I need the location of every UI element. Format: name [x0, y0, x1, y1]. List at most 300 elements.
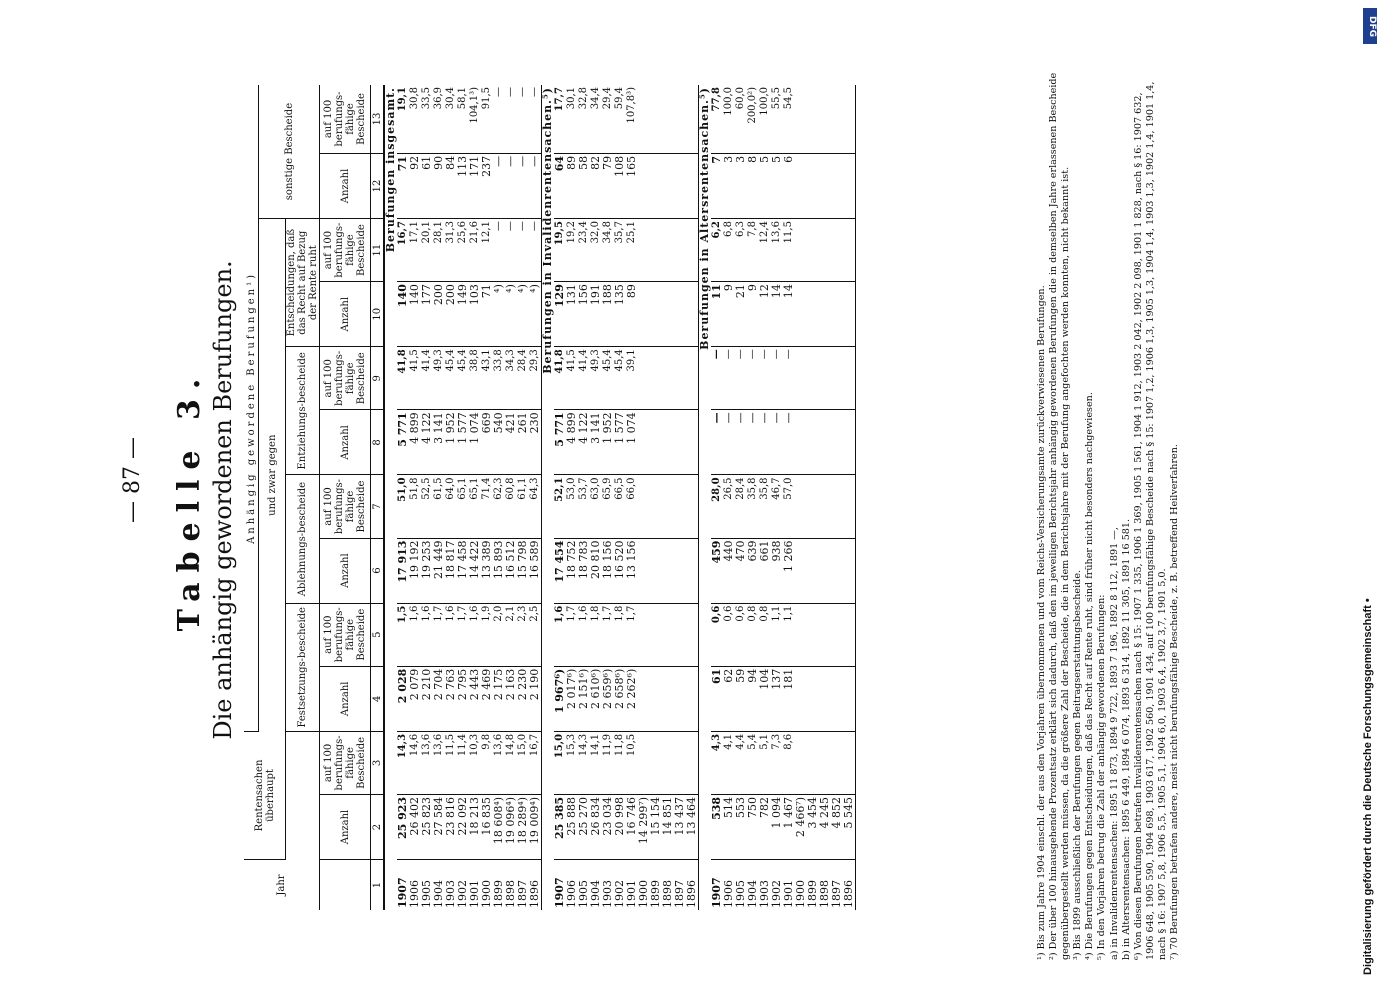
table-cell: 3 — [735, 153, 747, 218]
table-row — [626, 85, 638, 910]
table-cell: 59 — [735, 666, 747, 731]
table-cell: 22 092 — [457, 794, 469, 859]
table-subtitle: Die anhängig gewordenen Berufungen. — [209, 260, 237, 740]
table-cell: 25 270 — [578, 794, 590, 859]
table-cell: 38,8 — [469, 347, 481, 410]
table-row — [831, 85, 843, 910]
column-number: 9 — [371, 347, 385, 410]
column-number: 6 — [371, 538, 385, 603]
table-cell: 25 888 — [566, 794, 578, 859]
year-cell: 1904 — [589, 880, 602, 908]
table-cell: — — [711, 410, 723, 475]
table-cell: 79 — [602, 153, 614, 218]
column-number: 1 — [371, 860, 385, 910]
table-cell — [843, 603, 856, 666]
table-cell — [674, 538, 686, 603]
table-cell: — — [771, 410, 783, 475]
table-cell: 16,7 — [529, 731, 542, 794]
year-cell: 1901 — [625, 880, 638, 908]
table-cell: 55,5 — [771, 85, 783, 153]
table-cell: 6,8 — [723, 219, 735, 282]
table-cell: 6,2 — [711, 219, 723, 282]
table-row — [397, 85, 409, 910]
table-cell — [638, 410, 650, 475]
table-cell: 17 454 — [554, 538, 566, 603]
table-cell: 45,4 — [602, 347, 614, 410]
table-cell — [795, 731, 807, 794]
table-cell: 135 — [614, 282, 626, 347]
table-cell: 1,7 — [433, 603, 445, 666]
table-cell — [662, 153, 674, 218]
table-cell: 35,8 — [747, 475, 759, 538]
table-cell: 14,6 — [409, 731, 421, 794]
table-cell: — — [783, 410, 795, 475]
table-cell: 28,0 — [711, 475, 723, 538]
table-cell: 58,1 — [457, 85, 469, 153]
table-cell: 23 034 — [602, 794, 614, 859]
year-cell: 1897 — [516, 880, 529, 908]
table-cell: 2 163 — [505, 666, 517, 731]
table-cell: 18 213 — [469, 794, 481, 859]
footnote: a) in Invalidenrentensachen: 1895 11 873, 1894 9 722, 1893 7 196, 1892 8 112, 1891 —, — [1108, 527, 1120, 960]
table-cell — [819, 666, 831, 731]
table-cell: 2 704 — [433, 666, 445, 731]
table-cell: 31,3 — [445, 219, 457, 282]
table-cell: 15,0 — [517, 731, 529, 794]
table-cell — [843, 282, 856, 347]
table-cell: 46,7 — [771, 475, 783, 538]
year-cell: 1905 — [420, 880, 433, 908]
table-cell: 52,1 — [554, 475, 566, 538]
footnote: ⁷) 70 Berufungen betrafen andere, meist nicht berufungsfähige Bescheide, z. B. betreffend Heilverfahren. — [1169, 444, 1181, 960]
table-row — [807, 85, 819, 910]
table-cell: 750 — [747, 794, 759, 859]
table-cell: 51,0 — [397, 475, 409, 538]
table-cell — [831, 347, 843, 410]
table-cell — [638, 85, 650, 153]
table-cell: — — [493, 153, 505, 218]
table-cell: 1 952 — [602, 410, 614, 475]
table-cell: 15,3 — [566, 731, 578, 794]
table-cell: 41,8 — [554, 347, 566, 410]
table-cell — [674, 153, 686, 218]
table-cell — [819, 347, 831, 410]
table-cell: 94 — [747, 666, 759, 731]
table-cell: 2 262⁶) — [626, 666, 638, 731]
table-cell: 25 385 — [554, 794, 566, 859]
table-cell: 21 — [735, 282, 747, 347]
table-cell: 2 466⁷) — [795, 794, 807, 859]
header-rentensachen-spacer — [286, 731, 320, 859]
table-cell — [650, 219, 662, 282]
table-cell: 71 — [481, 282, 493, 347]
table-cell: 61 — [711, 666, 723, 731]
table-row — [686, 85, 699, 910]
year-cell: 1896 — [843, 860, 856, 910]
table-cell — [795, 538, 807, 603]
table-cell — [831, 153, 843, 218]
table-cell — [819, 538, 831, 603]
footnote: ²) Der über 100 hinausgehende Prozentsatz erklärt sich dadurch, daß den im jeweiligen Berichtsjahr anhängig gewordenen Berufungen die in demselben Jahre erlassenen Bescheide gegenübergestellt werden müssen, da die größere Zahl der Bescheide, die in dem Berichtsjahre mit der Berufung angefochten werden konnten, nicht bekannt ist. — [1048, 72, 1072, 960]
header-auf100: auf 100 berufungs-fähige Bescheide — [320, 603, 371, 666]
table-cell: 1 577 — [614, 410, 626, 475]
table-cell: 2 079 — [409, 666, 421, 731]
table-cell: 1,1 — [783, 603, 795, 666]
table-cell: 7,3 — [771, 731, 783, 794]
table-cell: 103 — [469, 282, 481, 347]
table-row — [566, 85, 578, 910]
table-cell — [831, 603, 843, 666]
table-cell: 15 798 — [517, 538, 529, 603]
table-cell — [674, 603, 686, 666]
table-cell: 4 852 — [831, 794, 843, 859]
table-cell: 23 816 — [445, 794, 457, 859]
table-cell: — — [711, 347, 723, 410]
table-cell: 782 — [759, 794, 771, 859]
table-cell: 181 — [783, 666, 795, 731]
table-cell: 77,8 — [711, 85, 723, 153]
table-cell: 165 — [626, 153, 638, 218]
table-cell: 470 — [735, 538, 747, 603]
table-cell — [662, 475, 674, 538]
table-cell: 7,8 — [747, 219, 759, 282]
table-cell: 1 266 — [783, 538, 795, 603]
table-cell: 45,4 — [457, 347, 469, 410]
year-cell: 1907 — [396, 877, 409, 908]
table-cell: 261 — [517, 410, 529, 475]
table-cell: 20 810 — [590, 538, 602, 603]
table-cell — [807, 282, 819, 347]
table-cell: 1 467 — [783, 794, 795, 859]
table-cell: 13 156 — [626, 538, 638, 603]
table-cell: — — [517, 153, 529, 218]
table-cell: 13,6 — [493, 731, 505, 794]
table-cell: 421 — [505, 410, 517, 475]
table-cell: 1,9 — [481, 603, 493, 666]
table-cell — [638, 282, 650, 347]
table-cell: — — [493, 219, 505, 282]
table-cell: 538 — [711, 794, 723, 859]
table-cell: 14,1 — [590, 731, 602, 794]
footnote: ⁵) In den Vorjahren betrug die Zahl der anhängig gewordenen Berufungen: — [1096, 594, 1108, 960]
table-cell: 21 449 — [433, 538, 445, 603]
table-cell: 171 — [469, 153, 481, 218]
table-cell: 84 — [445, 153, 457, 218]
table-row — [469, 85, 481, 910]
table-cell — [819, 410, 831, 475]
table-cell: 191 — [590, 282, 602, 347]
table-cell: 3 — [723, 153, 735, 218]
table-cell: 28,4 — [735, 475, 747, 538]
table-cell: 1,7 — [457, 603, 469, 666]
table-cell: 53,0 — [566, 475, 578, 538]
table-cell: — — [735, 347, 747, 410]
header-und-zwar: und zwar gegen — [259, 219, 286, 732]
table-cell: — — [735, 410, 747, 475]
table-cell: 27 584 — [433, 794, 445, 859]
table-cell: 107,8³) — [626, 85, 638, 153]
header-anzahl: Anzahl — [320, 794, 371, 859]
table-cell: 6,3 — [735, 219, 747, 282]
table-cell: 26 834 — [590, 794, 602, 859]
table-cell: 1,6 — [409, 603, 421, 666]
table-cell — [843, 666, 856, 731]
year-cell: 1902 — [770, 880, 783, 908]
table-cell: 65,1 — [469, 475, 481, 538]
table-cell: 34,4 — [590, 85, 602, 153]
table-cell: 1,7 — [566, 603, 578, 666]
table-cell: 16 589 — [529, 538, 542, 603]
table-cell — [686, 603, 699, 666]
table-cell: 5,4 — [747, 731, 759, 794]
column-number: 13 — [371, 85, 385, 153]
table-row — [759, 85, 771, 910]
table-cell: 2 175 — [493, 666, 505, 731]
table-cell: 13 464 — [686, 794, 699, 859]
year-cell: 1898 — [661, 880, 674, 908]
table-cell: — — [517, 219, 529, 282]
year-cell: 1906 — [565, 880, 578, 908]
table-cell — [674, 731, 686, 794]
table-cell — [686, 85, 699, 153]
header-auf100: auf 100 berufungs-fähige Bescheide — [320, 731, 371, 794]
table-row — [795, 85, 807, 910]
table-cell: 14 299⁷) — [638, 794, 650, 859]
table-cell: 1,6 — [445, 603, 457, 666]
header-jahr-spacer — [320, 860, 371, 910]
table-cell: 41,5 — [566, 347, 578, 410]
table-cell — [819, 219, 831, 282]
header-anzahl: Anzahl — [320, 666, 371, 731]
table-cell: 4,3 — [711, 731, 723, 794]
table-cell — [819, 475, 831, 538]
table-cell — [662, 219, 674, 282]
table-row — [421, 85, 433, 910]
table-cell — [807, 603, 819, 666]
table-cell: 17 913 — [397, 538, 409, 603]
table-cell — [795, 475, 807, 538]
table-cell — [831, 282, 843, 347]
table-cell: 938 — [771, 538, 783, 603]
year-cell: 1897 — [673, 880, 686, 908]
table-cell: 200 — [433, 282, 445, 347]
table-header — [244, 85, 384, 910]
table-cell — [686, 666, 699, 731]
table-cell — [795, 153, 807, 218]
table-cell: 36,9 — [433, 85, 445, 153]
table-cell: 2 028 — [397, 666, 409, 731]
table-cell: 41,4 — [578, 347, 590, 410]
footnote: ⁴) Die Berufungen gegen Entscheidungen, daß das Recht auf Rente ruht, sind früher nicht besonders nachgewiesen. — [1084, 392, 1096, 960]
year-cell: 1903 — [758, 880, 771, 908]
table-cell — [819, 85, 831, 153]
table-cell: 11,4 — [457, 731, 469, 794]
table-cell — [686, 475, 699, 538]
column-number: 3 — [371, 731, 385, 794]
table-cell — [831, 219, 843, 282]
table-row — [602, 85, 614, 910]
table-cell: 3 141 — [433, 410, 445, 475]
column-number: 2 — [371, 794, 385, 859]
table-cell: 57,0 — [783, 475, 795, 538]
table-cell: 62 — [723, 666, 735, 731]
table-row — [493, 85, 505, 910]
header-rentensachen: Rentensachen überhaupt — [244, 731, 286, 859]
table-cell — [638, 666, 650, 731]
table-cell — [674, 475, 686, 538]
header-auf100: auf 100 berufungs-fähige Bescheide — [320, 219, 371, 282]
table-cell: — — [529, 219, 542, 282]
table-cell: 59,4 — [614, 85, 626, 153]
table-cell — [662, 603, 674, 666]
table-cell: 1 074 — [469, 410, 481, 475]
table-cell: 1,8 — [614, 603, 626, 666]
table-cell: 26 402 — [409, 794, 421, 859]
header-auf100: auf 100 berufungs-fähige Bescheide — [320, 347, 371, 410]
table-row — [505, 85, 517, 910]
section-title: Berufungen insgesamt. — [384, 87, 397, 253]
table-cell: 4 899 — [566, 410, 578, 475]
table-row — [614, 85, 626, 910]
table-cell — [662, 85, 674, 153]
table-row — [783, 85, 795, 910]
table-cell: 19 192 — [409, 538, 421, 603]
table-cell: 34,8 — [602, 219, 614, 282]
table-cell — [650, 666, 662, 731]
table-cell — [819, 282, 831, 347]
table-cell: 1,8 — [590, 603, 602, 666]
table-cell: 14 — [783, 282, 795, 347]
statistics-table-wrapper — [244, 85, 1034, 910]
dfg-logo-text: DFG — [1367, 16, 1377, 38]
table-cell: 6 — [783, 153, 795, 218]
table-cell: 2 210 — [421, 666, 433, 731]
footnote: b) in Altersrentensachen: 1895 6 449, 1894 6 074, 1893 6 314, 1892 11 305, 1891 16 581. — [1120, 518, 1132, 960]
table-cell: 11,8 — [614, 731, 626, 794]
table-cell — [831, 85, 843, 153]
table-row — [819, 85, 831, 910]
table-cell: ⁴) — [529, 282, 542, 347]
table-cell — [650, 731, 662, 794]
table-cell: — — [747, 347, 759, 410]
table-cell: 1,6 — [421, 603, 433, 666]
header-jahr: Jahr — [244, 860, 320, 910]
table-cell: — — [517, 85, 529, 153]
table-cell: 18 783 — [578, 538, 590, 603]
year-cell: 1905 — [734, 880, 747, 908]
table-cell: 16 520 — [614, 538, 626, 603]
year-cell: 1902 — [613, 880, 626, 908]
table-cell: 12,4 — [759, 219, 771, 282]
table-cell: 63,0 — [590, 475, 602, 538]
column-number: 8 — [371, 410, 385, 475]
table-cell — [662, 347, 674, 410]
header-sonstige: sonstige Bescheide — [259, 85, 320, 219]
table-cell: 4 899 — [409, 410, 421, 475]
table-cell: 1,6 — [554, 603, 566, 666]
table-cell: 10,3 — [469, 731, 481, 794]
table-cell: 5 545 — [843, 794, 856, 859]
table-cell: 2,0 — [493, 603, 505, 666]
table-row — [445, 85, 457, 910]
table-cell: 19,5 — [554, 219, 566, 282]
table-cell: 17 458 — [457, 538, 469, 603]
table-cell — [686, 219, 699, 282]
table-cell — [819, 153, 831, 218]
table-cell: 20,1 — [421, 219, 433, 282]
table-cell — [807, 85, 819, 153]
table-cell: 20 998 — [614, 794, 626, 859]
table-cell: — — [771, 347, 783, 410]
table-cell: 25 823 — [421, 794, 433, 859]
table-cell: — — [529, 85, 542, 153]
table-cell: 4,1 — [723, 731, 735, 794]
table-cell — [831, 666, 843, 731]
column-index-row — [371, 85, 385, 910]
table-cell: 64,3 — [529, 475, 542, 538]
table-cell — [843, 538, 856, 603]
section-title: Berufungen in Invalidenrentensachen.⁵) — [541, 87, 554, 374]
year-cell: 1900 — [480, 880, 493, 908]
table-row — [433, 85, 445, 910]
table-cell — [638, 731, 650, 794]
table-cell: 108 — [614, 153, 626, 218]
table-cell: 0,8 — [747, 603, 759, 666]
table-cell: 53,7 — [578, 475, 590, 538]
table-cell — [686, 347, 699, 410]
year-cell: 1903 — [444, 880, 457, 908]
table-cell: — — [723, 410, 735, 475]
table-cell: 61,5 — [433, 475, 445, 538]
table-cell: 188 — [602, 282, 614, 347]
table-cell: 2 658⁶) — [614, 666, 626, 731]
table-cell — [807, 538, 819, 603]
table-cell: 29,3 — [529, 347, 542, 410]
table-cell: 16 512 — [505, 538, 517, 603]
table-cell: 33,8 — [493, 347, 505, 410]
table-cell: 230 — [529, 410, 542, 475]
table-cell: 140 — [397, 282, 409, 347]
table-cell: 100,0 — [759, 85, 771, 153]
table-cell: 669 — [481, 410, 493, 475]
footnotes — [1036, 70, 1181, 960]
table-cell: 41,4 — [421, 347, 433, 410]
year-cell: 1903 — [601, 880, 614, 908]
table-cell: 49,3 — [433, 347, 445, 410]
table-cell: 90 — [433, 153, 445, 218]
table-cell: 71 — [397, 153, 409, 218]
year-cell: 1899 — [649, 880, 662, 908]
table-cell: 51,8 — [409, 475, 421, 538]
table-row — [590, 85, 602, 910]
table-cell: 19,1 — [397, 85, 409, 153]
table-cell: 104,1³) — [469, 85, 481, 153]
table-cell: 200,0²) — [747, 85, 759, 153]
dfg-logo — [1363, 8, 1377, 44]
table-cell: — — [723, 347, 735, 410]
year-cell: 1906 — [408, 880, 421, 908]
table-cell: 459 — [711, 538, 723, 603]
table-cell — [843, 731, 856, 794]
table-cell: 26,5 — [723, 475, 735, 538]
table-cell: 34,3 — [505, 347, 517, 410]
year-cell: 1899 — [806, 880, 819, 908]
column-number: 5 — [371, 603, 385, 666]
table-cell: 17,7 — [554, 85, 566, 153]
table-cell: 1,1 — [771, 603, 783, 666]
year-cell: 1904 — [746, 880, 759, 908]
year-cell: 1907 — [553, 877, 566, 908]
